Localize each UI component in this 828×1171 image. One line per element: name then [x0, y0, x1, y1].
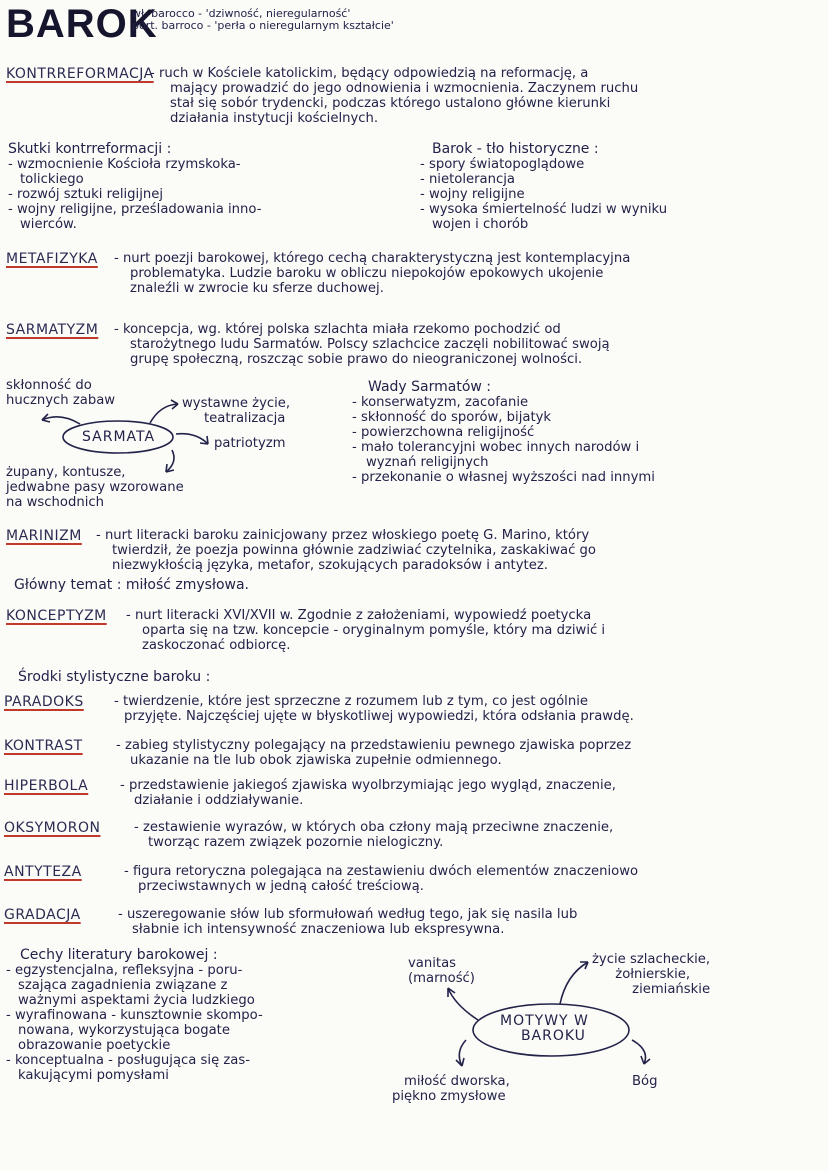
- list-item: obrazowanie poetyckie: [18, 1038, 171, 1053]
- list-item: - spory światopoglądowe: [420, 157, 585, 172]
- term-marinizm: MARINIZM: [6, 528, 82, 544]
- definition-line: mający prowadzić do jego odnowienia i wzmocnienia. Zaczynem ruchu: [170, 81, 639, 96]
- definition-line: - koncepcja, wg. której polska szlachta miała rzekomo pochodzić od: [114, 322, 561, 337]
- list-item: - wzmocnienie Kościoła rzymskoka-: [8, 157, 241, 172]
- term-kontrreformacja: KONTRREFORMACJA: [6, 66, 154, 82]
- motyw-vanitas: [408, 956, 475, 986]
- definition-line: zaskoczonać odbiorcę.: [142, 638, 291, 653]
- arrow-right: [176, 434, 208, 444]
- list-item: - wyrafinowana - kunsztownie skompo-: [6, 1008, 263, 1023]
- definition-marinizm: [96, 528, 596, 573]
- term-hiperbola: HIPERBOLA: [4, 778, 89, 794]
- list-item: - rozwój sztuki religijnej: [8, 187, 164, 202]
- motyw-bog: Bóg: [632, 1074, 658, 1089]
- motyw-milosc: [392, 1074, 510, 1104]
- node-line: życie szlacheckie,: [592, 952, 711, 967]
- definition-line: - zestawienie wyrazów, w których oba człony mają przeciwne znaczenie,: [134, 820, 614, 835]
- list-item: - konceptualna - posługująca się zas-: [6, 1053, 251, 1068]
- arrow-left-top: [42, 417, 80, 424]
- definition-line: - nurt literacki XVI/XVII w. Zgodnie z założeniami, wypowiedź poetycka: [126, 608, 592, 623]
- definition-line: - zabieg stylistyczny polegający na przedstawieniu pewnego zjawiska poprzez: [116, 738, 632, 753]
- list-item: - wysoka śmiertelność ludzi w wyniku: [420, 202, 668, 217]
- arrow-zycie: [560, 962, 588, 1004]
- node-line: żupany, kontusze,: [6, 465, 126, 480]
- list-item: wojen i chorób: [432, 217, 529, 232]
- node-line: MOTYWY W: [500, 1013, 589, 1029]
- definition-line: - nurt literacki baroku zainicjowany przez włoskiego poetę G. Marino, który: [96, 528, 590, 543]
- definition-line: niezwykłością języka, metafor, szokujących paradoksów i antytez.: [112, 558, 548, 573]
- list-item: - skłonność do sporów, bijatyk: [352, 410, 552, 425]
- definition-line: - przedstawienie jakiegoś zjawiska wyolbrzymiając jego wygląd, znaczenie,: [120, 778, 616, 793]
- definition-line: znaleźli w zwrocie ku sferze duchowej.: [130, 281, 384, 296]
- arrow-vanitas: [448, 988, 478, 1020]
- wady-section: [352, 380, 655, 485]
- definition-line: - uszeregowanie słów lub sformułowań według tego, jak się nasila lub: [118, 907, 578, 922]
- skutki-heading: Skutki kontrreformacji :: [8, 141, 172, 157]
- definition-line: tworząc razem związek pozornie nielogiczny.: [148, 835, 444, 850]
- node-line: skłonność do: [6, 378, 92, 393]
- definition-line: - figura retoryczna polegająca na zestawieniu dwóch elementów znaczeniowo: [124, 864, 639, 879]
- list-item: - egzystencjalna, refleksyjna - poru-: [6, 963, 243, 978]
- node-line: ziemiańskie: [632, 982, 711, 997]
- page-title: BAROK: [6, 2, 158, 46]
- definition-line: starożytnego ludu Sarmatów. Polscy szlachcice zaczęli nobilitować swoją: [130, 337, 610, 352]
- motywy-center: [500, 1014, 589, 1044]
- sarmata-center: SARMATA: [82, 429, 156, 445]
- list-item: - przekonanie o własnej wyższości nad innymi: [352, 470, 655, 485]
- definition-line: działania instytucji kościelnych.: [170, 111, 379, 126]
- etymology-line: wł. barocco - 'dziwność, nieregularność': [132, 7, 351, 20]
- list-item: - wojny religijne, prześladowania inno-: [8, 202, 262, 217]
- motyw-zycie: [592, 952, 710, 997]
- list-item: - konserwatyzm, zacofanie: [352, 395, 529, 410]
- node-line: (marność): [408, 971, 475, 986]
- node-line: wystawne życie,: [182, 396, 291, 411]
- sarmata-node-right: patriotyzm: [214, 436, 286, 451]
- list-item: kakującymi pomysłami: [18, 1068, 169, 1083]
- cechy-section: [6, 948, 263, 1083]
- definition-line: twierdził, że poezja powinna głównie zadziwiać czytelnika, zaskakiwać go: [112, 543, 596, 558]
- node-line: teatralizacja: [204, 411, 286, 426]
- list-item: nowana, wykorzystująca bogate: [18, 1023, 230, 1038]
- list-item: - powierzchowna religijność: [352, 425, 535, 440]
- definition-line: problematyka. Ludzie baroku w obliczu niepokojów epokowych ukojenie: [130, 266, 604, 281]
- term-metafizyka: METAFIZYKA: [6, 251, 98, 267]
- node-line: BAROKU: [520, 1028, 586, 1044]
- theme-label: Główny temat: [14, 577, 113, 593]
- node-line: na wschodnich: [6, 495, 104, 510]
- sarmata-node-left-top: [6, 378, 115, 408]
- node-line: hucznych zabaw: [6, 393, 116, 408]
- definition-line: słabnie ich intensywność znaczeniowa lub ekspresywna.: [132, 922, 505, 937]
- wady-heading: Wady Sarmatów :: [368, 379, 492, 395]
- term-antyteza: ANTYTEZA: [4, 864, 82, 880]
- term-sarmatyzm: SARMATYZM: [6, 322, 99, 338]
- definition-line: grupę społeczną, roszcząc sobie prawo do nieograniczonej wolności.: [130, 352, 583, 367]
- definition-line: - ruch w Kościele katolickim, będący odpowiedzią na reformację, a: [150, 66, 589, 81]
- definition-line: stał się sobór trydencki, podczas którego ustalono główne kierunki: [170, 96, 611, 111]
- node-line: żołnierskie,: [615, 967, 691, 982]
- theme-value: : miłość zmysłowa.: [116, 577, 249, 593]
- term-kontrast: KONTRAST: [4, 738, 83, 754]
- list-item: - nietolerancja: [420, 172, 515, 187]
- node-line: jedwabne pasy wzorowane: [6, 480, 184, 495]
- node-line: vanitas: [408, 956, 457, 971]
- term-oksymoron: OKSYMORON: [4, 820, 101, 836]
- list-item: - mało tolerancyjni wobec innych narodów i: [352, 440, 640, 455]
- term-gradacja: GRADACJA: [4, 907, 81, 923]
- list-item: ważnymi aspektami życia ludzkiego: [18, 993, 255, 1008]
- list-item: tolickiego: [20, 172, 84, 187]
- list-item: wyznań religijnych: [366, 455, 489, 470]
- node-line: miłość dworska,: [404, 1074, 510, 1089]
- srodki-heading: Środki stylistyczne baroku :: [18, 669, 211, 685]
- marinizm-theme: [14, 578, 249, 593]
- list-item: - wojny religijne: [420, 187, 525, 202]
- definition-konceptyzm: [126, 608, 605, 653]
- cechy-heading: Cechy literatury barokowej :: [20, 947, 218, 963]
- tlo-heading: Barok - tło historyczne :: [432, 141, 599, 157]
- definition-line: ukazanie na tle lub obok zjawiska zupełnie odmiennego.: [130, 753, 502, 768]
- list-item: wierców.: [20, 217, 77, 232]
- definition-line: oparta się na tzw. koncepcie - oryginalnym pomyśle, który ma dziwić i: [142, 623, 606, 638]
- sarmata-node-bottom: [6, 465, 184, 510]
- definition-line: - nurt poezji barokowej, którego cechą charakterystyczną jest kontemplacyjna: [114, 251, 631, 266]
- definition-line: działanie i oddziaływanie.: [134, 793, 304, 808]
- etymology-line: port. barroco - 'perła o nieregularnym kształcie': [132, 19, 394, 32]
- term-konceptyzm: KONCEPTYZM: [6, 608, 107, 624]
- definition-line: przeciwstawnych w jedną całość treściową.: [138, 879, 424, 894]
- term-paradoks: PARADOKS: [4, 694, 84, 710]
- list-item: szająca zagadnienia związane z: [18, 978, 228, 993]
- definition-line: przyjęte. Najczęściej ujęte w błyskotliwej wypowiedzi, która odsłania prawdę.: [124, 709, 634, 724]
- node-line: piękno zmysłowe: [392, 1089, 506, 1104]
- definition-line: - twierdzenie, które jest sprzeczne z rozumem lub z tym, co jest ogólnie: [114, 694, 588, 709]
- sarmata-node-right-top: [182, 396, 290, 426]
